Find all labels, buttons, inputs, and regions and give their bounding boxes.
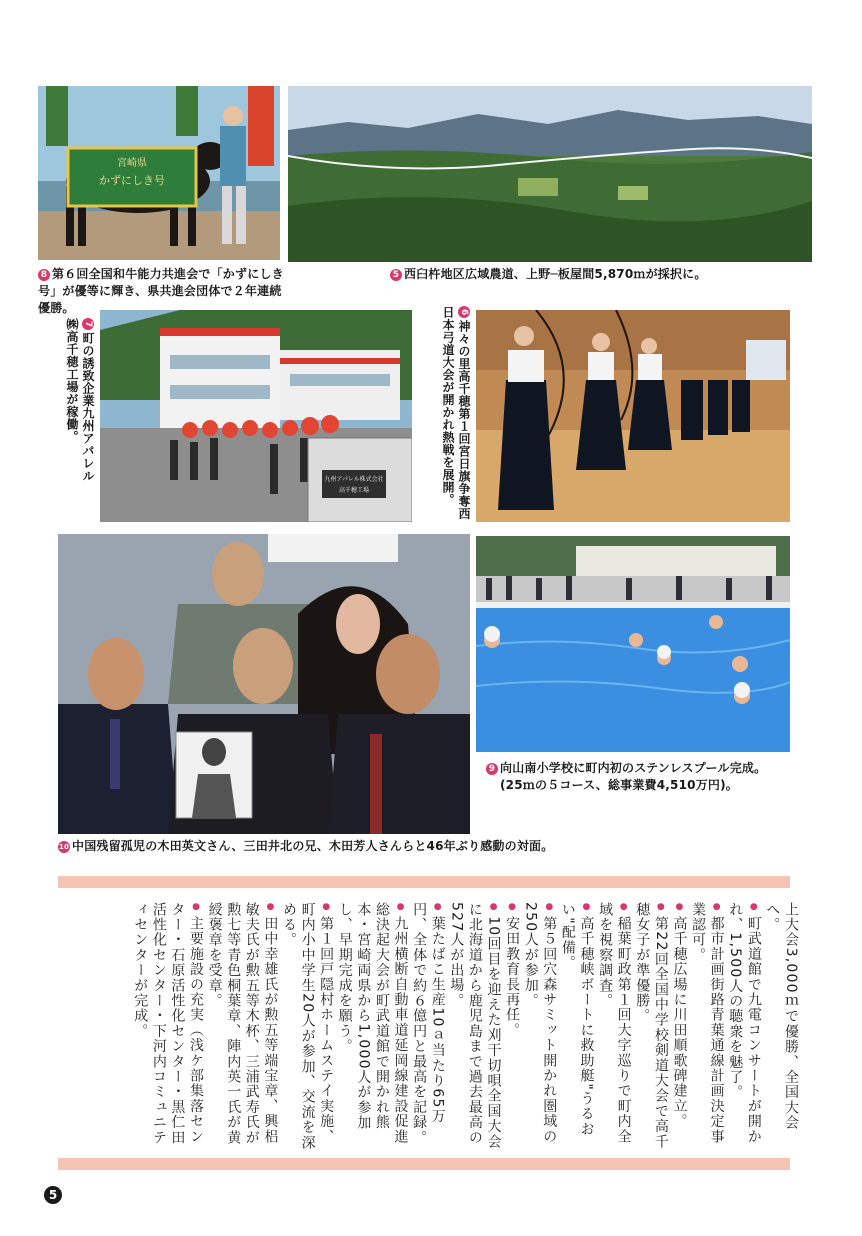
- caption-9-line-1: [486, 760, 796, 777]
- chronicle-entry-text: 都市計画街路青葉通線計画決定事業認可。: [690, 902, 725, 1145]
- chronicle-entry-text: 葉たばこ生産10ａ当たり65万円、全体で約６億円と最高を記録。: [411, 902, 446, 1146]
- bullet-icon: ●: [674, 902, 685, 914]
- bullet-icon: ●: [748, 902, 759, 914]
- bullet-icon: ●: [655, 902, 666, 914]
- chronicle-entry-text: 高千穂峡ボートに救助艇"うるおい"配備。: [559, 902, 595, 1137]
- caption-6: [426, 306, 472, 520]
- caption-10: [58, 838, 778, 855]
- chronicle-entry-text: 田中幸雄氏が勲五等端宝章、興梠敏夫氏が勲五等木杯、三浦武寿氏が勲七等青色桐葉章、陣内英一氏が黄綬褒章を受章。: [206, 902, 279, 1146]
- bullet-icon: ●: [618, 902, 629, 914]
- photo-prize-cattle: [38, 86, 280, 260]
- caption-number-badge: 7: [82, 318, 94, 330]
- chronicle-entry-text: 主要施設の充実（浅ケ部集落センター・石原活性化センター・黒仁田活性化センター・下河内コミュニティセンターが完成。: [132, 902, 204, 1146]
- photo-kyudo-tournament: [476, 310, 790, 522]
- caption-7: [64, 318, 96, 488]
- chronicle-entry: [131, 902, 205, 1152]
- bullet-icon: ●: [711, 902, 722, 914]
- chronicle-entry: [726, 902, 763, 1152]
- caption-9: [486, 760, 796, 794]
- chronicle-entry: [595, 902, 632, 1152]
- caption-number-badge: 5: [390, 269, 402, 281]
- caption-text: 町の誘致企業九州アパレル㈱高千穂工場が稼働。: [65, 318, 95, 482]
- caption-text: 向山南小学校に町内初のステンレスプール完成。: [500, 761, 767, 775]
- caption-text: 神々の里高千穂第１回宮日旗争奪西日本弓道大会が開かれ熱戦を展開。: [441, 306, 471, 520]
- caption-text: 西臼杵地区広域農道、上野─板屋間5,870ｍが採択に。: [404, 267, 707, 281]
- caption-number-badge: 8: [38, 269, 50, 281]
- caption-text: 中国残留孤児の木田英文さん、三田井北の兄、木田芳人さんらと46年ぶり感動の対面。: [72, 839, 554, 853]
- chronicle-entry-text: 第５回穴森サミット開かれ圏域の250人が参加。: [522, 902, 558, 1145]
- page-number: 5: [44, 1186, 62, 1204]
- caption-5: [390, 266, 790, 283]
- caption-number-badge: 6: [458, 306, 470, 318]
- banner-line-2: かずにしき号: [99, 174, 165, 187]
- bullet-icon: ●: [432, 902, 443, 914]
- caption-9-line-2: (25ｍの５コース、総事業費4,510万円)。: [500, 778, 738, 792]
- chronicle-entry: [335, 902, 409, 1152]
- factory-sign-line-1: 九州アパレル株式会社: [324, 476, 384, 483]
- chronicle-entry: [447, 902, 503, 1152]
- chronicle-entry-text: 10回目を迎えた刈干切唄全国大会に北海道から鹿児島まで過去最高の527人が出場。: [448, 902, 502, 1150]
- chronicle-entry: [521, 902, 558, 1152]
- banner-line-1: 宮崎県: [117, 158, 147, 169]
- chronicle-entry: [633, 902, 670, 1152]
- bullet-icon: ●: [395, 902, 406, 914]
- chronicle-entry-text: 九州横断自動車道延岡線建設促進総決起大会が町武道館で開かれ熊本・宮崎両県から1,000人が参加し、早期完成を願う。: [336, 902, 409, 1145]
- photo-reunion: [58, 534, 470, 834]
- chronicle-entry-text: 稲葉町政第１回大字巡りで町内全域を視察調査。: [597, 902, 632, 1145]
- body-chronicle: [131, 902, 800, 1152]
- chronicle-entry: [558, 902, 595, 1152]
- caption-number-badge: 10: [58, 843, 70, 851]
- bullet-icon: ●: [488, 902, 499, 914]
- bullet-icon: ●: [507, 902, 518, 914]
- chronicle-entry-text: 第１回戸隠村ホームステイ実施、町内小中学生20人が参加、交流を深める。: [280, 902, 335, 1151]
- chronicle-entry-text: 安田教育長再任。: [504, 916, 521, 1038]
- chronicle-entry: [279, 902, 335, 1152]
- caption-text: 第６回全国和牛能力共進会で「かずにしき号」が優等に輝き、県共進会団体で２年連続優勝。: [38, 267, 284, 315]
- bullet-icon: ●: [265, 902, 276, 914]
- chronicle-entry-text: 上大会3,000ｍで優勝、全国大会へ。: [764, 902, 799, 1131]
- bullet-icon: ●: [581, 902, 592, 914]
- top-decorative-band: [58, 876, 790, 888]
- photo-mountain-farm-road: [288, 86, 812, 262]
- photo-apparel-factory: [100, 310, 412, 522]
- bullet-icon: ●: [191, 902, 201, 914]
- chronicle-entry: [763, 902, 800, 1152]
- bottom-decorative-band: [58, 1158, 790, 1170]
- chronicle-entry: [670, 902, 689, 1152]
- chronicle-entry-text: 高千穂広場に川田順歌碑建立。: [671, 916, 688, 1130]
- chronicle-entry: [503, 902, 522, 1152]
- chronicle-entry: [410, 902, 447, 1152]
- bullet-icon: ●: [321, 902, 332, 914]
- photo-school-pool: [476, 536, 790, 752]
- chronicle-entry-text: 町武道館で九電コンサートが開かれ、1,500人の聴衆を魅了。: [727, 902, 762, 1145]
- chronicle-entry: [688, 902, 725, 1152]
- bullet-icon: ●: [544, 902, 555, 914]
- chronicle-entry-text: 第22回全国中学校剣道大会で高千穂女子が準優勝。: [634, 902, 669, 1150]
- caption-number-badge: 9: [486, 763, 498, 775]
- chronicle-entry: [205, 902, 279, 1152]
- factory-sign-line-2: 高千穂工場: [338, 487, 370, 494]
